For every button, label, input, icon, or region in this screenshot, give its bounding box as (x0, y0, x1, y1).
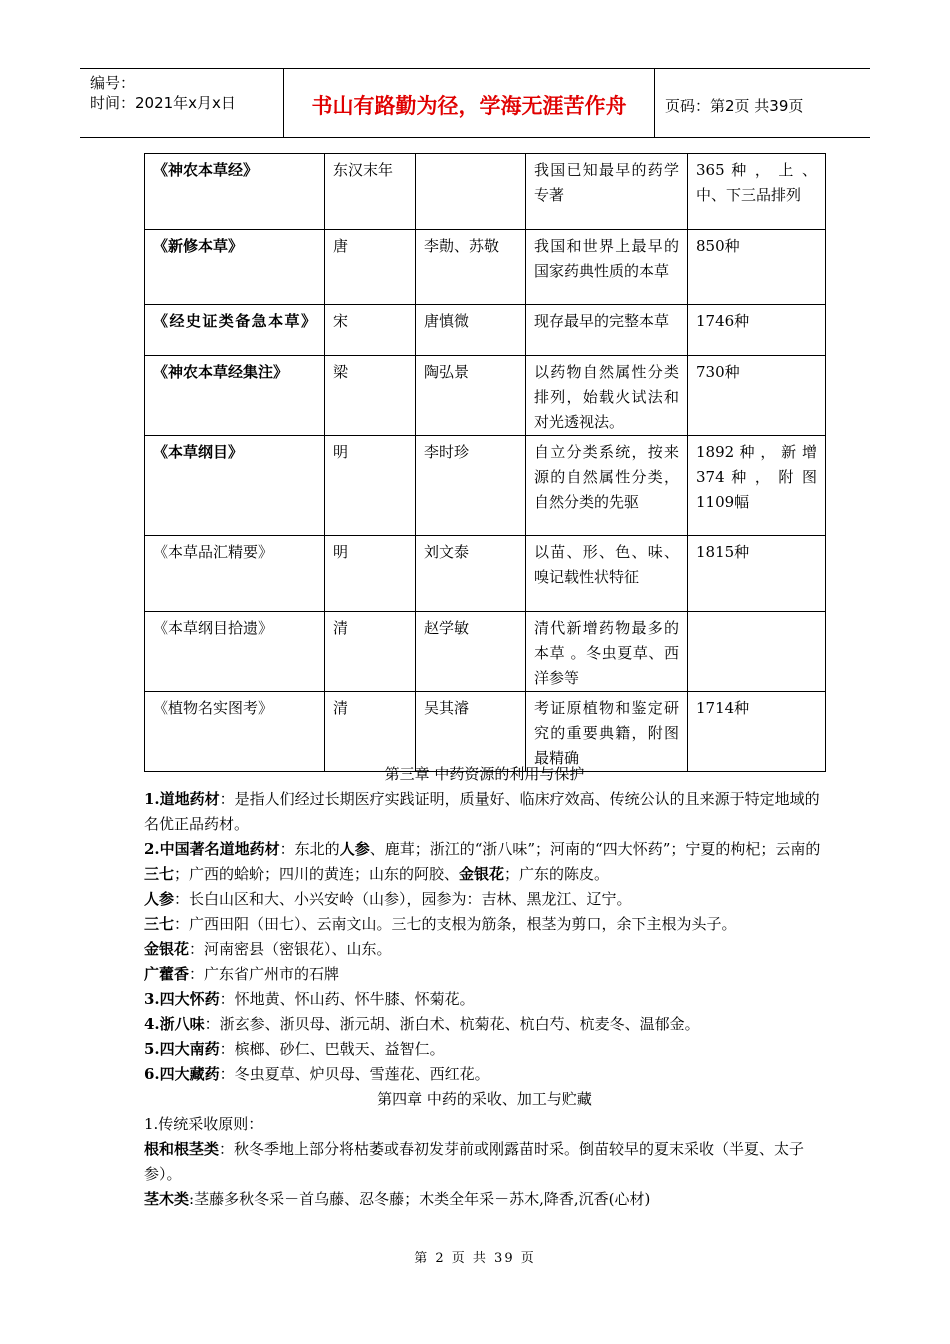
term-label: 1.道地药材 (144, 790, 220, 808)
term-label: 2.中国著名道地药材 (144, 840, 280, 858)
herbal-classics-table (144, 153, 826, 772)
term-text: ：河南密县（密银花）、山东。 (189, 940, 392, 958)
term-text: :茎藤多秋冬采－首乌藤、忍冬藤；木类全年采－苏木,降香,沉香(心材) (189, 1190, 651, 1208)
cell-note: 清代新增药物最多的本草 。冬虫夏草、西洋参等 (526, 612, 688, 692)
term-label: 人参 (144, 890, 175, 908)
table-row (145, 356, 826, 436)
paragraph-famous-daodi (144, 837, 825, 887)
term-bold: 三七 (144, 865, 175, 883)
paragraph-zhe-eight (144, 1012, 825, 1037)
cell-era: 东汉末年 (325, 154, 416, 230)
cell-count: 1815种 (688, 536, 826, 612)
paragraph-four-huai (144, 987, 825, 1012)
cell-author: 刘文泰 (416, 536, 526, 612)
term-text: ：槟榔、砂仁、巴戟天、益智仁。 (219, 1040, 445, 1058)
cell-note: 考证原植物和鉴定研究的重要典籍，附图最精确 (526, 692, 688, 772)
term-text: ：怀地黄、怀山药、怀牛膝、怀菊花。 (219, 990, 475, 1008)
paragraph-daodi (144, 787, 825, 837)
term-text: ：东北的 (279, 840, 340, 858)
cell-count: 365 种 ， 上 、中、下三品排列 (688, 154, 826, 230)
paragraph-guanghuoxiang (144, 962, 825, 987)
cell-author: 吴其濬 (416, 692, 526, 772)
paragraph-sanqi (144, 912, 825, 937)
cell-note: 我国已知最早的药学专著 (526, 154, 688, 230)
paragraph-roots (144, 1137, 825, 1187)
cell-era: 清 (325, 612, 416, 692)
table-row (145, 692, 826, 772)
term-text: ：秋冬季地上部分将枯萎或春初发芽前或刚露苗时采。倒苗较早的夏末采收（半夏、太子参）。 (144, 1140, 805, 1183)
cell-era: 宋 (325, 305, 416, 356)
table-row (145, 436, 826, 536)
cell-name: 《新修本草》 (145, 230, 325, 305)
header-motto: 书山有路勤为径，学海无涯苦作舟 (283, 69, 655, 137)
cell-name: 《经史证类备急本草》 (145, 305, 325, 356)
paragraph-stems (144, 1187, 825, 1212)
cell-note: 以苗、形、色、味、嗅记载性状特征 (526, 536, 688, 612)
paragraph-harvest-principle: 1.传统采收原则： (144, 1115, 264, 1133)
cell-count: 1746种 (688, 305, 826, 356)
cell-era: 梁 (325, 356, 416, 436)
term-text: ：广东省广州市的石牌 (189, 965, 340, 983)
cell-author: 唐慎微 (416, 305, 526, 356)
cell-name: 《本草品汇精要》 (145, 536, 325, 612)
term-label: 三七 (144, 915, 175, 933)
cell-author: 李勣、苏敬 (416, 230, 526, 305)
cell-name: 《本草纲目》 (145, 436, 325, 536)
document-body (144, 762, 825, 1212)
cell-name: 《神农本草经》 (145, 154, 325, 230)
term-label: 5.四大南药 (144, 1040, 220, 1058)
cell-author: 赵学敏 (416, 612, 526, 692)
cell-era: 明 (325, 436, 416, 536)
term-text: ：长白山区和大、小兴安岭（山参），园参为：吉林、黑龙江、辽宁。 (174, 890, 632, 908)
term-text: ：冬虫夏草、炉贝母、雪莲花、西红花。 (219, 1065, 490, 1083)
cell-count (688, 612, 826, 692)
page-header (80, 68, 870, 138)
table-row (145, 154, 826, 230)
number-label: 编号： (90, 74, 136, 92)
table-row (145, 230, 826, 305)
term-text: ：是指人们经过长期医疗实践证明，质量好、临床疗效高、传统公认的且来源于特定地域的名优正品药材。 (144, 790, 820, 833)
cell-count: 850种 (688, 230, 826, 305)
cell-author: 陶弘景 (416, 356, 526, 436)
cell-note: 以药物自然属性分类排列，始载火试法和对光透视法。 (526, 356, 688, 436)
chapter-4-title: 第四章 中药的采收、加工与贮藏 (377, 1090, 592, 1108)
term-label: 6.四大藏药 (144, 1065, 220, 1083)
header-meta (80, 69, 283, 137)
cell-era: 明 (325, 536, 416, 612)
table-row (145, 305, 826, 356)
cell-note: 自立分类系统，按来源的自然属性分类，自然分类的先驱 (526, 436, 688, 536)
cell-count: 730种 (688, 356, 826, 436)
table-row (145, 612, 826, 692)
paragraph-four-south (144, 1037, 825, 1062)
term-label: 根和根茎类 (144, 1140, 220, 1158)
term-label: 金银花 (144, 940, 190, 958)
cell-note: 现存最早的完整本草 (526, 305, 688, 356)
term-label: 广藿香 (144, 965, 190, 983)
term-label: 茎木类 (144, 1190, 190, 1208)
term-text: ；广东的陈皮。 (504, 865, 610, 883)
table-row (145, 536, 826, 612)
paragraph-four-tibet (144, 1062, 825, 1087)
cell-name: 《神农本草经集注》 (145, 356, 325, 436)
term-text: ：广西田阳（田七）、云南文山。三七的支根为筋条，根茎为剪口，余下主根为头子。 (174, 915, 737, 933)
page-footer: 第 2 页 共 39 页 (414, 1251, 536, 1266)
cell-author (416, 154, 526, 230)
cell-note: 我国和世界上最早的国家药典性质的本草 (526, 230, 688, 305)
term-text: ；广西的蛤蚧；四川的黄连；山东的阿胶、 (174, 865, 460, 883)
cell-count: 1892 种 ， 新 增374 种 ， 附 图1109幅 (688, 436, 826, 536)
term-label: 3.四大怀药 (144, 990, 220, 1008)
term-label: 4.浙八味 (144, 1015, 205, 1033)
term-bold: 人参 (339, 840, 370, 858)
header-page-info: 页码：第2页 共39页 (665, 96, 804, 115)
cell-name: 《植物名实图考》 (145, 692, 325, 772)
cell-count: 1714种 (688, 692, 826, 772)
cell-name: 《本草纲目拾遗》 (145, 612, 325, 692)
cell-era: 唐 (325, 230, 416, 305)
term-bold: 金银花 (459, 865, 505, 883)
term-text: 、鹿茸；浙江的“浙八味”；河南的“四大怀药”；宁夏的枸杞；云南的 (369, 840, 821, 858)
cell-author: 李时珍 (416, 436, 526, 536)
paragraph-jinyinhua (144, 937, 825, 962)
paragraph-ginseng (144, 887, 825, 912)
cell-era: 清 (325, 692, 416, 772)
time-label: 时间：2021年x月x日 (90, 94, 236, 112)
term-text: ：浙玄参、浙贝母、浙元胡、浙白术、杭菊花、杭白芍、杭麦冬、温郁金。 (204, 1015, 700, 1033)
chapter-3-title: 第三章 中药资源的利用与保护 (384, 765, 585, 783)
